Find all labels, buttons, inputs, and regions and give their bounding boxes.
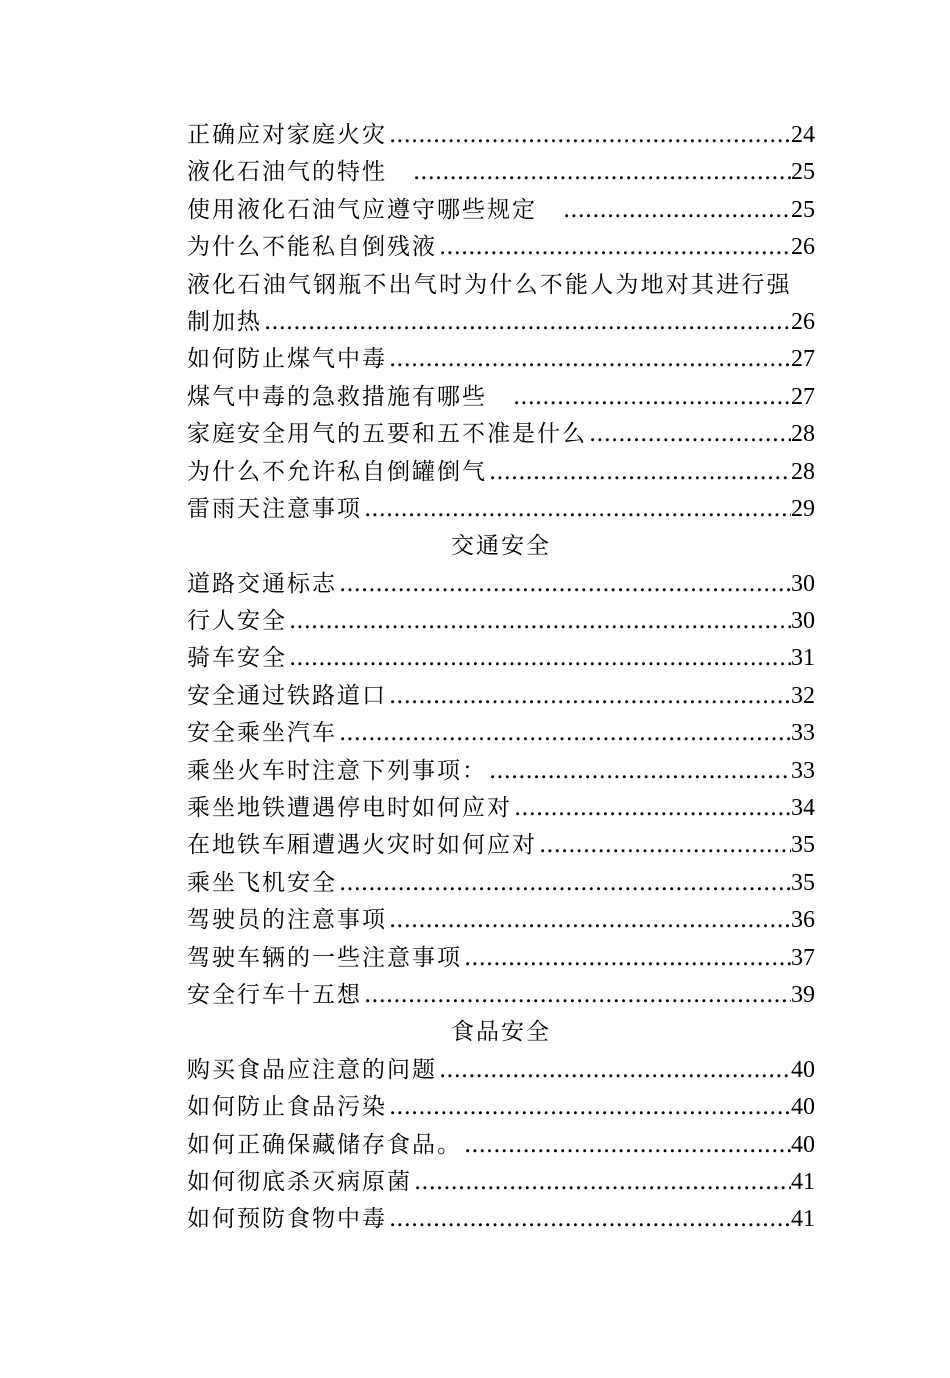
toc-entry-page: 28 xyxy=(791,458,815,485)
toc-entry-title: 骑车安全 xyxy=(187,645,287,672)
toc-entry-page: 36 xyxy=(791,907,815,934)
toc-entry-page: 35 xyxy=(791,869,815,896)
section-heading-traffic: 交通安全 xyxy=(451,533,551,560)
toc-leader-dots xyxy=(513,379,791,416)
toc-entry-title: 如何彻底杀灭病原菌 xyxy=(187,1168,412,1195)
toc-entry-page: 41 xyxy=(791,1168,815,1195)
toc-entry[interactable] xyxy=(187,1201,815,1238)
toc-entry-title: 如何防止煤气中毒 xyxy=(187,346,387,373)
toc-leader-dots xyxy=(514,790,791,827)
toc-entry-title: 煤气中毒的急救措施有哪些 xyxy=(187,383,487,410)
toc-entry-page: 24 xyxy=(791,122,815,148)
toc-entry-title: 购买食品应注意的问题 xyxy=(187,1056,437,1083)
toc-leader-dots xyxy=(389,117,791,154)
toc-entry[interactable] xyxy=(187,940,815,977)
toc-leader-dots xyxy=(414,1164,791,1201)
toc-entry-title: 为什么不允许私自倒罐倒气 xyxy=(187,458,487,485)
toc-leader-dots xyxy=(289,640,791,677)
toc-leader-dots xyxy=(589,416,791,453)
toc-entry[interactable] xyxy=(187,977,815,1014)
toc-entry-title: 乘坐地铁遭遇停电时如何应对 xyxy=(187,795,512,822)
toc-entry-title: 乘坐火车时注意下列事项： xyxy=(187,757,487,784)
toc-leader-dots xyxy=(339,865,791,902)
toc-entry-title: 雷雨天注意事项 xyxy=(187,495,362,522)
toc-entry[interactable] xyxy=(187,379,815,416)
toc-entry-page: 26 xyxy=(791,308,815,335)
toc-entry[interactable] xyxy=(187,753,815,790)
toc-leader-dots xyxy=(389,902,791,939)
toc-entry[interactable] xyxy=(187,640,815,677)
toc-entry-page: 28 xyxy=(791,421,815,448)
toc-entry-title: 驾驶员的注意事项 xyxy=(187,907,387,934)
toc-entry-page: 41 xyxy=(791,1206,815,1233)
toc-entry-page: 34 xyxy=(791,795,815,822)
toc-leader-dots xyxy=(489,454,791,491)
toc-leader-dots xyxy=(339,715,791,752)
toc-entry[interactable] xyxy=(187,1127,815,1164)
toc-entry-page: 33 xyxy=(791,757,815,784)
toc-entry[interactable] xyxy=(187,865,815,902)
toc-entry[interactable] xyxy=(187,715,815,752)
toc-entry-title: 正确应对家庭火灾 xyxy=(187,122,387,148)
toc-entry-title-continued: 制加热 xyxy=(187,308,262,335)
toc-entry-title: 道路交通标志 xyxy=(187,570,337,597)
table-of-contents xyxy=(187,117,815,1239)
toc-entry-page: 40 xyxy=(791,1131,815,1158)
toc-entry-page: 30 xyxy=(791,608,815,635)
toc-leader-dots xyxy=(539,827,791,864)
toc-entry-page: 30 xyxy=(791,570,815,597)
toc-leader-dots xyxy=(464,940,791,977)
toc-entry-title: 为什么不能私自倒残液 xyxy=(187,234,437,261)
toc-entry-title: 行人安全 xyxy=(187,608,287,635)
toc-leader-dots xyxy=(364,491,791,528)
toc-leader-dots xyxy=(489,753,791,790)
toc-entry[interactable] xyxy=(187,566,815,603)
toc-entry[interactable] xyxy=(187,192,815,229)
toc-entry-title: 安全乘坐汽车 xyxy=(187,720,337,747)
toc-entry[interactable] xyxy=(187,1089,815,1126)
toc-entry[interactable] xyxy=(187,902,815,939)
toc-entry[interactable] xyxy=(187,491,815,528)
toc-entry-title: 如何防止食品污染 xyxy=(187,1094,387,1121)
toc-entry-title: 使用液化石油气应遵守哪些规定 xyxy=(187,196,537,223)
toc-leader-dots xyxy=(439,1052,791,1089)
toc-entry-page: 25 xyxy=(791,196,815,223)
toc-entry-title: 安全行车十五想 xyxy=(187,981,362,1008)
toc-entry-title: 如何正确保藏储存食品。 xyxy=(187,1131,462,1158)
section-heading-food: 食品安全 xyxy=(451,1019,551,1046)
toc-leader-dots xyxy=(264,304,791,341)
toc-entry-page: 26 xyxy=(791,234,815,261)
toc-entry-title: 乘坐飞机安全 xyxy=(187,869,337,896)
toc-entry[interactable] xyxy=(187,117,815,154)
toc-entry-page: 33 xyxy=(791,720,815,747)
toc-entry[interactable] xyxy=(187,790,815,827)
toc-entry[interactable] xyxy=(187,454,815,491)
toc-leader-dots xyxy=(464,1127,791,1164)
toc-entry-page: 31 xyxy=(791,645,815,672)
toc-entry-title: 液化石油气的特性 xyxy=(187,159,387,186)
toc-leader-dots xyxy=(339,566,791,603)
toc-entry[interactable] xyxy=(187,304,815,341)
toc-entry-page: 27 xyxy=(791,346,815,373)
toc-entry-page: 39 xyxy=(791,981,815,1008)
toc-entry[interactable] xyxy=(187,341,815,378)
toc-entry-title: 驾驶车辆的一些注意事项 xyxy=(187,944,462,971)
toc-entry-wrapped-line[interactable] xyxy=(187,267,815,304)
toc-entry-page: 29 xyxy=(791,495,815,522)
toc-leader-dots xyxy=(563,192,791,229)
toc-leader-dots xyxy=(389,1089,791,1126)
toc-entry-page: 27 xyxy=(791,383,815,410)
toc-entry[interactable] xyxy=(187,1164,815,1201)
toc-leader-dots xyxy=(389,341,791,378)
toc-leader-dots xyxy=(413,154,791,191)
toc-entry[interactable] xyxy=(187,603,815,640)
toc-entry-page: 37 xyxy=(791,944,815,971)
toc-leader-dots xyxy=(389,1201,791,1238)
toc-leader-dots xyxy=(439,229,791,266)
toc-entry[interactable] xyxy=(187,827,815,864)
toc-entry[interactable] xyxy=(187,229,815,266)
toc-entry-title: 在地铁车厢遭遇火灾时如何应对 xyxy=(187,832,537,859)
toc-leader-dots xyxy=(389,678,791,715)
toc-entry[interactable] xyxy=(187,154,815,191)
toc-entry-page: 25 xyxy=(791,159,815,186)
toc-entry[interactable] xyxy=(187,1052,815,1089)
toc-entry-page: 40 xyxy=(791,1094,815,1121)
toc-entry-title: 家庭安全用气的五要和五不准是什么 xyxy=(187,421,587,448)
toc-entry-page: 40 xyxy=(791,1056,815,1083)
toc-entry[interactable] xyxy=(187,678,815,715)
toc-entry-title: 液化石油气钢瓶不出气时为什么不能人为地对其进行强 xyxy=(187,271,792,298)
toc-leader-dots xyxy=(364,977,791,1014)
toc-entry-page: 32 xyxy=(791,682,815,709)
toc-entry-page: 35 xyxy=(791,832,815,859)
toc-leader-dots xyxy=(289,603,791,640)
toc-entry[interactable] xyxy=(187,416,815,453)
toc-entry-title: 如何预防食物中毒 xyxy=(187,1206,387,1233)
toc-entry-title: 安全通过铁路道口 xyxy=(187,682,387,709)
